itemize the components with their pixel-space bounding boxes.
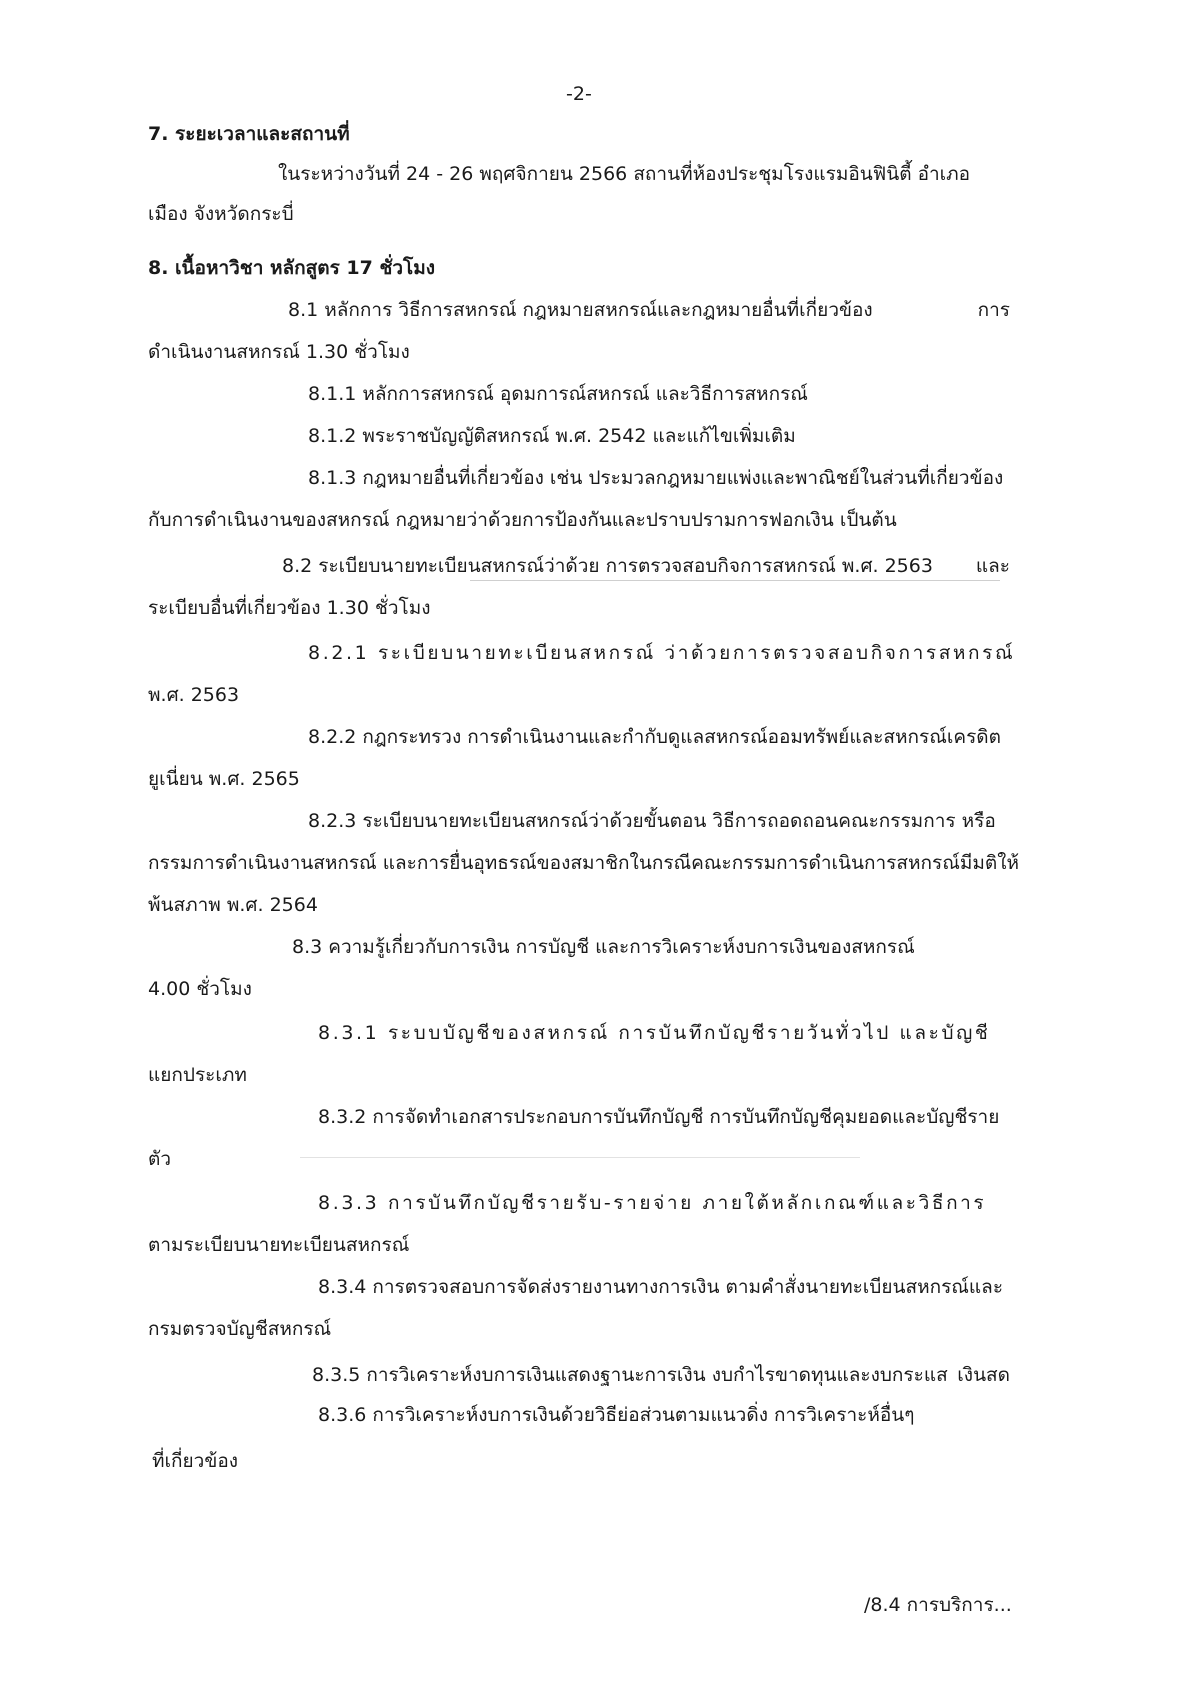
item-8-3-2-line2: ตัว [148, 1148, 172, 1170]
item-8-2-line1 [282, 553, 1010, 579]
item-8-1-line1 [288, 297, 1010, 323]
section-7-heading: 7. ระยะเวลาและสถานที่ [148, 123, 350, 145]
item-8-1-3-line1: 8.1.3 กฎหมายอื่นที่เกี่ยวข้อง เช่น ประมวลกฎหมายแพ่งและพาณิชย์ในส่วนที่เกี่ยวข้อง [308, 467, 1004, 489]
item-8-1-2: 8.1.2 พระราชบัญญัติสหกรณ์ พ.ศ. 2542 และแก้ไขเพิ่มเติม [308, 425, 796, 447]
item-8-2-2-line2: ยูเนี่ยน พ.ศ. 2565 [148, 768, 300, 790]
item-8-1-tail: การ [977, 299, 1010, 321]
page-number: -2- [566, 83, 592, 105]
item-8-3-line2: 4.00 ชั่วโมง [148, 978, 252, 1000]
item-8-3-6-line1: 8.3.6 การวิเคราะห์งบการเงินด้วยวิธีย่อส่วนตามแนวดิ่ง การวิเคราะห์อื่นๆ [318, 1404, 915, 1426]
section-7-text-line1: ในระหว่างวันที่ 24 - 26 พฤศจิกายน 2566 สถานที่ห้องประชุมโรงแรมอินฟินิตี้ อำเภอ [278, 163, 971, 185]
item-8-3-4-line2: กรมตรวจบัญชีสหกรณ์ [148, 1318, 332, 1340]
item-8-1-title: 8.1 หลักการ วิธีการสหกรณ์ กฎหมายสหกรณ์และกฎหมายอื่นที่เกี่ยวข้อง [288, 299, 873, 321]
item-8-3-4-line1: 8.3.4 การตรวจสอบการจัดส่งรายงานทางการเงิน ตามคำสั่งนายทะเบียนสหกรณ์และ [318, 1276, 1004, 1298]
item-8-2-2-line1: 8.2.2 กฎกระทรวง การดำเนินงานและกำกับดูแลสหกรณ์ออมทรัพย์และสหกรณ์เครดิต [308, 726, 1001, 748]
item-8-3-6-line2: ที่เกี่ยวข้อง [152, 1450, 239, 1472]
item-8-3-2-line1: 8.3.2 การจัดทำเอกสารประกอบการบันทึกบัญชี การบันทึกบัญชีคุมยอดและบัญชีราย [318, 1106, 1000, 1128]
item-8-2-1-line2: พ.ศ. 2563 [148, 684, 240, 706]
item-8-3-5-text: 8.3.5 การวิเคราะห์งบการเงินแสดงฐานะการเงิน งบกำไรขาดทุนและงบกระแส [312, 1364, 948, 1386]
section-8-heading: 8. เนื้อหาวิชา หลักสูตร 17 ชั่วโมง [148, 257, 436, 279]
scan-smudge [300, 1157, 860, 1158]
item-8-2-line2: ระเบียบอื่นที่เกี่ยวข้อง 1.30 ชั่วโมง [148, 597, 431, 619]
section-7-text-line2: เมือง จังหวัดกระบี่ [148, 203, 294, 225]
item-8-3-1-line1: 8.3.1 ระบบบัญชีของสหกรณ์ การบันทึกบัญชีรายวันทั่วไป และบัญชี [318, 1022, 991, 1044]
item-8-1-3-line2: กับการดำเนินงานของสหกรณ์ กฎหมายว่าด้วยการป้องกันและปราบปรามการฟอกเงิน เป็นต้น [148, 509, 897, 531]
item-8-3-5 [312, 1362, 1010, 1388]
item-8-2-3-line2: กรรมการดำเนินงานสหกรณ์ และการยื่นอุทธรณ์ของสมาชิกในกรณีคณะกรรมการดำเนินการสหกรณ์มีมติให้ [148, 852, 1020, 874]
item-8-3-line1: 8.3 ความรู้เกี่ยวกับการเงิน การบัญชี และการวิเคราะห์งบการเงินของสหกรณ์ [292, 936, 915, 958]
item-8-1-line2: ดำเนินงานสหกรณ์ 1.30 ชั่วโมง [148, 341, 410, 363]
item-8-2-3-line3: พ้นสภาพ พ.ศ. 2564 [148, 894, 318, 916]
continuation-note: /8.4 การบริการ... [864, 1594, 1012, 1616]
item-8-2-tail: และ [975, 555, 1010, 577]
item-8-3-3-line1: 8.3.3 การบันทึกบัญชีรายรับ-รายจ่าย ภายใต้หลักเกณฑ์และวิธีการ [318, 1192, 987, 1214]
item-8-3-1-line2: แยกประเภท [148, 1064, 247, 1086]
item-8-2-3-line1: 8.2.3 ระเบียบนายทะเบียนสหกรณ์ว่าด้วยขั้นตอน วิธีการถอดถอนคณะกรรมการ หรือ [308, 810, 996, 832]
item-8-3-3-line2: ตามระเบียบนายทะเบียนสหกรณ์ [148, 1234, 410, 1256]
item-8-3-5-tail: เงินสด [957, 1364, 1010, 1386]
item-8-1-1: 8.1.1 หลักการสหกรณ์ อุดมการณ์สหกรณ์ และวิธีการสหกรณ์ [308, 383, 808, 405]
item-8-2-title: 8.2 ระเบียบนายทะเบียนสหกรณ์ว่าด้วย การตรวจสอบกิจการสหกรณ์ พ.ศ. 2563 [282, 555, 933, 577]
scan-underline [470, 580, 1000, 581]
item-8-2-1-line1: 8.2.1 ระเบียบนายทะเบียนสหกรณ์ ว่าด้วยการตรวจสอบกิจการสหกรณ์ [308, 642, 1016, 664]
